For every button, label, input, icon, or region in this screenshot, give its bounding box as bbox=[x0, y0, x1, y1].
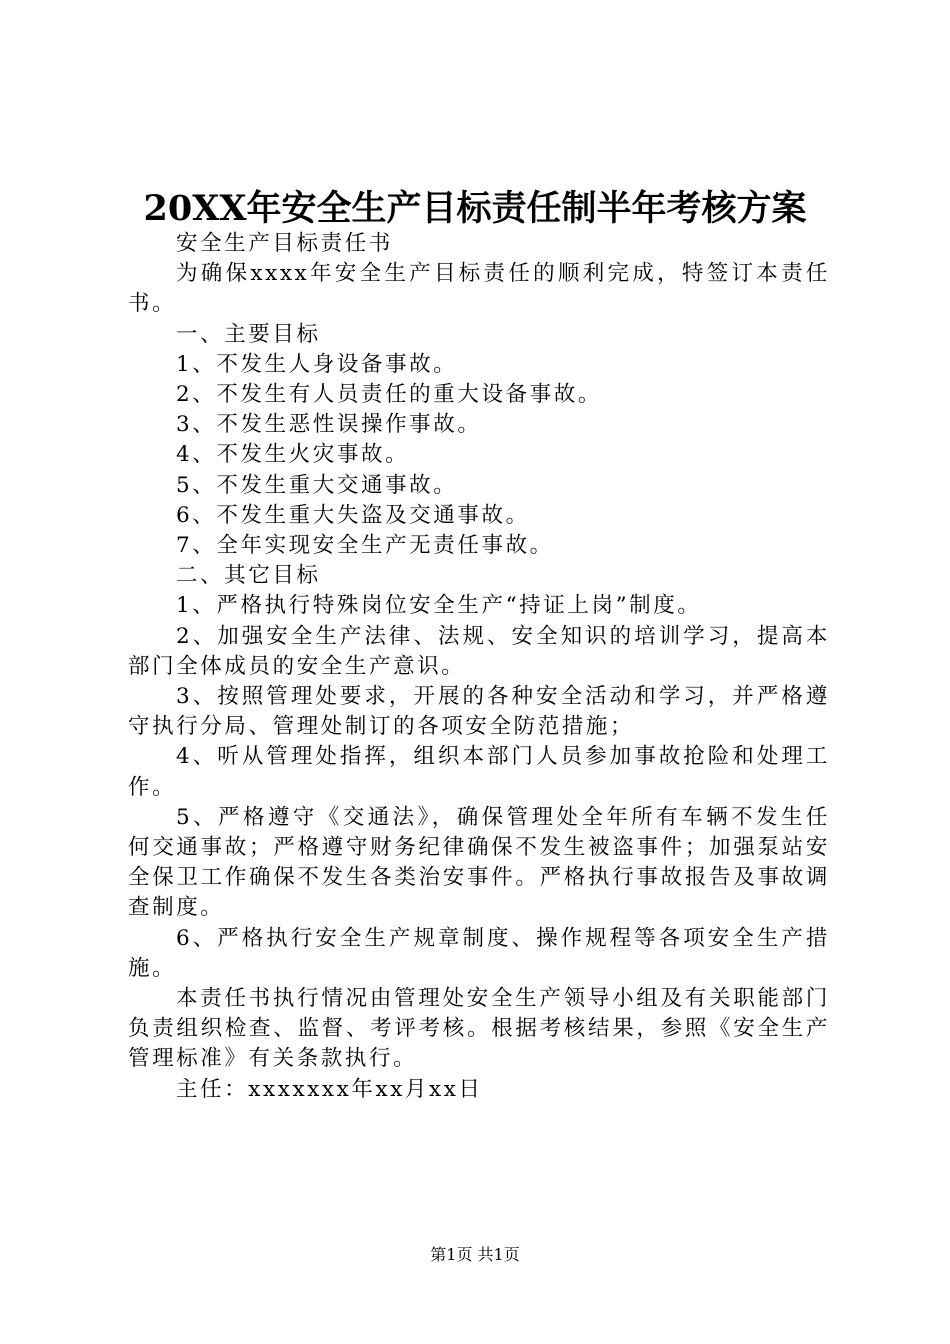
main-goal-item-3: 3、不发生恶性误操作事故。 bbox=[176, 412, 482, 438]
paragraph-intro: 为确保xxxx年安全生产目标责任的顺利完成，特签订本责任书。 bbox=[128, 261, 830, 317]
page-footer: 第1页 共1页 bbox=[430, 1245, 520, 1264]
other-goal-item-1: 1、严格执行特殊岗位安全生产“持证上岗”制度。 bbox=[176, 593, 702, 619]
other-goal-item-3: 3、按照管理处要求，开展的各种安全活动和学习，并严格遵守执行分局、管理处制订的各项安全防范措施； bbox=[128, 684, 830, 740]
section-heading-other-goals: 二、其它目标 bbox=[176, 563, 321, 589]
other-goal-item-6: 6、严格执行安全生产规章制度、操作规程等各项安全生产措施。 bbox=[128, 925, 830, 981]
main-goal-item-6: 6、不发生重大失盗及交通事故。 bbox=[176, 502, 530, 528]
other-goal-item-5: 5、严格遵守《交通法》，确保管理处全年所有车辆不发生任何交通事故；严格遵守财务纪律确保不发生被盗事件；加强泵站安全保卫工作确保不发生各类治安事件。严格执行事故报告及事故调查制度。 bbox=[128, 804, 830, 921]
paragraph-execution-note: 本责任书执行情况由管理处安全生产领导小组及有关职能部门负责组织检查、监督、考评考核。根据考核结果，参照《安全生产管理标准》有关条款执行。 bbox=[128, 986, 830, 1072]
signature-line: 主任：xxxxxxx年xx月xx日 bbox=[176, 1076, 483, 1102]
other-goal-item-2: 2、加强安全生产法律、法规、安全知识的培训学习，提高本部门全体成员的安全生产意识。 bbox=[128, 623, 830, 679]
document-body bbox=[128, 229, 830, 1105]
main-goal-item-5: 5、不发生重大交通事故。 bbox=[176, 472, 458, 498]
other-goal-item-4: 4、听从管理处指挥，组织本部门人员参加事故抢险和处理工作。 bbox=[128, 744, 830, 800]
section-heading-main-goals: 一、主要目标 bbox=[176, 321, 321, 347]
main-goal-item-4: 4、不发生火灾事故。 bbox=[176, 442, 410, 468]
document-title: 20XX年安全生产目标责任制半年考核方案 bbox=[143, 188, 807, 229]
main-goal-item-7: 7、全年实现安全生产无责任事故。 bbox=[176, 533, 554, 559]
main-goal-item-1: 1、不发生人身设备事故。 bbox=[176, 351, 458, 377]
main-goal-item-2: 2、不发生有人员责任的重大设备事故。 bbox=[176, 382, 602, 408]
paragraph-heading-responsibility-letter: 安全生产目标责任书 bbox=[176, 231, 393, 256]
